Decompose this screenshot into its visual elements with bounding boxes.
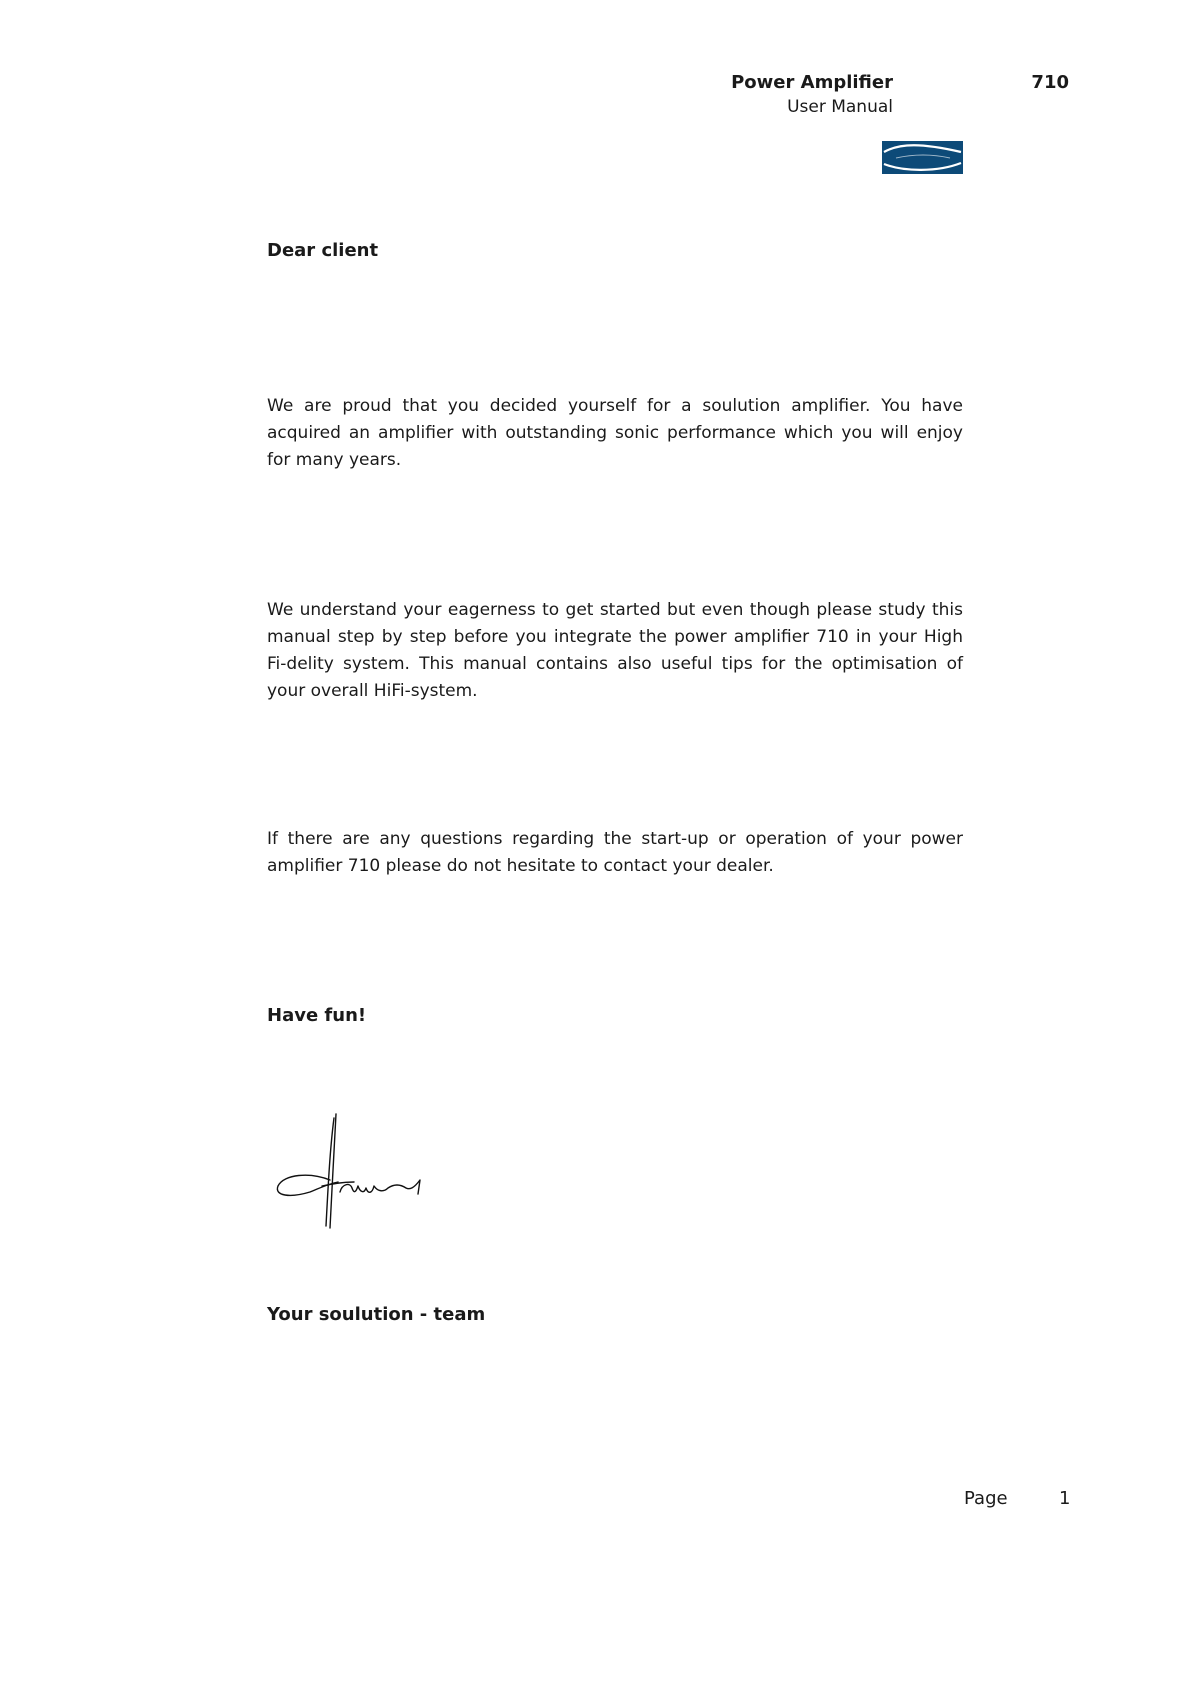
page-label: Page: [964, 1488, 1008, 1509]
document-title: Power Amplifier: [731, 72, 893, 93]
document-subtitle: User Manual: [787, 97, 893, 117]
handwritten-signature: [270, 1108, 432, 1236]
instructions-paragraph: We understand your eagerness to get started but even though please study this manual step by step before you integrate the power amplifier 710 in your High Fi-delity system. This manual contains also useful tips for the optimisation of your overall HiFi-system.: [267, 600, 963, 701]
signoff-text: Your soulution - team: [267, 1304, 486, 1325]
intro-paragraph: We are proud that you decided yourself for a soulution amplifier. You have acquired an amplifier with outstanding sonic performance which you will enjoy for many years.: [267, 396, 963, 470]
contact-paragraph: If there are any questions regarding the start-up or operation of your power amplifier 710 please do not hesitate to contact your dealer.: [267, 829, 963, 876]
page-number: 1: [1059, 1488, 1071, 1509]
closing-heading: Have fun!: [267, 1005, 367, 1026]
greeting-heading: Dear client: [267, 240, 379, 261]
brand-logo: [882, 141, 963, 174]
model-number: 710: [1031, 72, 1069, 93]
